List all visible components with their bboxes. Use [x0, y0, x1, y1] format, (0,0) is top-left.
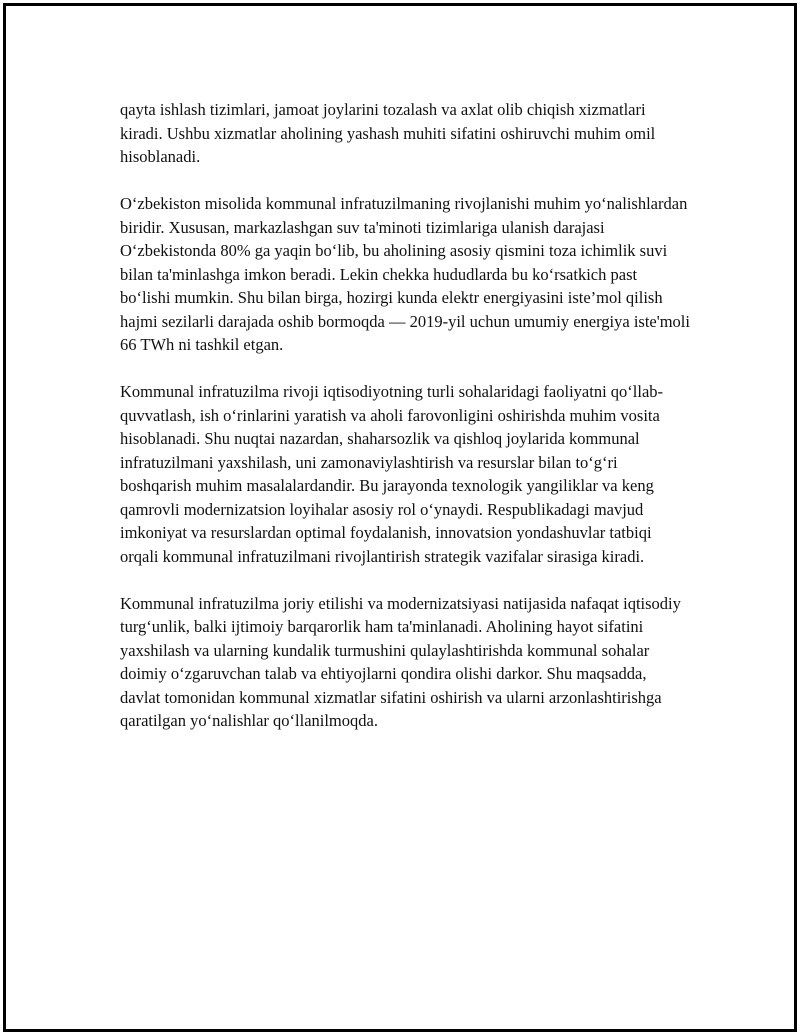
- paragraph-1: qayta ishlash tizimlari, jamoat joylarini tozalash va axlat olib chiqish xizmatlari kiradi. Ushbu xizmatlar aholining yashash muhiti sifatini oshiruvchi muhim omil hisoblanadi.: [120, 100, 656, 166]
- paragraph-3: Kommunal infratuzilma rivoji iqtisodiyotning turli sohalaridagi faoliyatni qo‘llab-quvvatlash, ish o‘rinlarini yaratish va aholi farovonligini oshirishda muhim vosita hisoblanadi. Shu nuqtai nazardan, shaharsozlik va qishloq joylarida kommunal infratuzilmani yaxshilash, uni zamonaviylashtirish va resurslar bilan to‘g‘ri boshqarish muhim masalalardandir. Bu jarayonda texnologik yangiliklar va keng qamrovli modernizatsion loyihalar asosiy rol o‘ynaydi. Respublikadagi mavjud imkoniyat va resurslardan optimal foydalanish, innovatsion yondashuvlar tatbiqi orqali kommunal infratuzilmani rivojlantirish strategik vazifalar sirasiga kiradi.: [120, 382, 664, 566]
- paragraph-2: O‘zbekiston misolida kommunal infratuzilmaning rivojlanishi muhim yo‘nalishlardan biridir. Xususan, markazlashgan suv ta'minoti tizimlariga ulanish darajasi O‘zbekistonda 80% ga yaqin bo‘lib, bu aholining asosiy qismini toza ichimlik suvi bilan ta'minlashga imkon beradi. Lekin chekka hududlarda bu ko‘rsatkich past bo‘lishi mumkin. Shu bilan birga, hozirgi kunda elektr energiyasini iste’mol qilish hajmi sezilarli darajada oshib bormoqda — 2019-yil uchun umumiy energiya iste'moli 66 TWh ni tashkil etgan.: [120, 194, 690, 354]
- page-frame: [3, 3, 797, 1032]
- document-body: [120, 98, 690, 756]
- paragraph-4: Kommunal infratuzilma joriy etilishi va modernizatsiyasi natijasida nafaqat iqtisodiy turg‘unlik, balki ijtimoiy barqarorlik ham ta'minlanadi. Aholining hayot sifatini yaxshilash va ularning kundalik turmushini qulaylashtirishda kommunal sohalar doimiy o‘zgaruvchan talab va ehtiyojlarni qondira olishi darkor. Shu maqsadda, davlat tomonidan kommunal xizmatlar sifatini oshirish va ularni arzonlashtirishga qaratilgan yo‘nalishlar qo‘llanilmoqda.: [120, 593, 681, 730]
